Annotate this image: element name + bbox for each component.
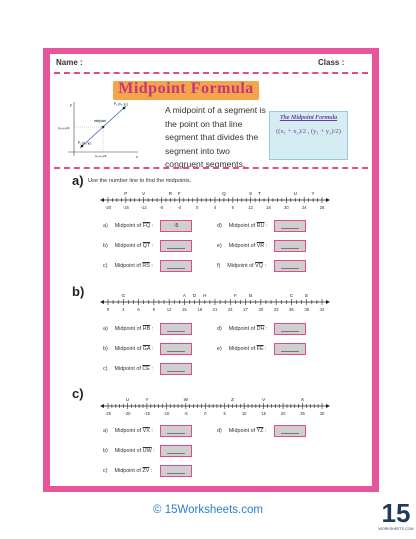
question-prefix: e) [217,346,222,352]
point-label-s: S [249,191,253,196]
tick-label: 10 [241,411,247,416]
point-label-u: U [125,397,130,402]
answer-box[interactable] [160,445,192,457]
tick-label: -15 [143,411,150,416]
answer-box[interactable] [160,260,192,272]
question-prefix: c) [103,263,108,269]
tick-label: 39 [304,307,310,312]
answer-line [281,228,299,229]
answer-line [281,351,299,352]
number-line-b [100,288,330,318]
question-b-1 [103,326,153,332]
point-label-r: R [168,191,173,196]
question-c-2 [103,448,155,454]
question-prefix: a) [103,428,108,434]
answer-line [167,331,185,332]
question-text: Midpoint of [228,223,257,229]
answer-line [167,268,185,269]
point-label-y: Y [311,191,315,196]
segment-name: $\overline{DH}$ [256,326,265,332]
answer-line [167,248,185,249]
segment-name: $\overline{FE}$ [256,346,264,352]
answer-box[interactable] [160,343,192,355]
colon: : [262,263,266,269]
point-label-v: V [262,397,266,402]
colon: : [151,448,155,454]
answer-line [281,433,299,434]
question-text: Midpoint of [114,326,143,332]
colon: : [263,346,267,352]
tick-label: 12 [166,307,172,312]
answer-value: -5 [173,223,179,229]
question-text: Midpoint of [114,448,143,454]
answer-line [167,473,185,474]
footer-copyright[interactable]: © 15Worksheets.com [153,504,263,516]
point-p2-label: P₂ (x₂, y₂) [114,102,128,106]
section-b-letter: b) [72,284,85,299]
colon: : [149,366,153,372]
point-label-a: A [182,293,186,298]
point-p1-label: P₁ (x₁, y₁) [78,141,92,145]
segment-name: $\overline{RS}$ [142,263,150,269]
tick-label: 9 [152,307,156,312]
header-divider [54,72,368,74]
point-label-z: Z [231,397,234,402]
question-text: Midpoint of [114,346,143,352]
segment-name: $\overline{QT}$ [142,243,151,249]
segment-name: $\overline{GA}$ [142,346,151,352]
point-label-v: V [142,191,146,196]
colon: : [263,428,267,434]
segment-name: $\overline{YZ}$ [256,428,264,434]
answer-line [281,268,299,269]
logo-number: 15 [381,498,411,528]
tick-label: 18 [197,307,203,312]
question-a-3 [103,263,153,269]
arrow-right-icon [326,300,330,304]
question-text: Midpoint of [114,428,143,434]
tick-label: -10 [163,411,170,416]
segment-name: $\overline{VX}$ [142,428,150,434]
colon: : [150,223,154,229]
tick-label: -16 [122,205,129,210]
segment-name: $\overline{FQ}$ [142,223,151,229]
tick-label: 15 [182,307,187,312]
question-c-1 [103,428,153,434]
segment-name: $\overline{CE}$ [142,366,150,372]
point-label-w: W [183,397,188,402]
segment-name: $\overline{UW}$ [142,448,152,454]
point-label-c: C [289,293,294,298]
question-prefix: b) [103,243,108,249]
question-prefix: f) [217,263,221,269]
question-prefix: c) [103,366,108,372]
question-prefix: d) [217,326,222,332]
question-text: Midpoint of [228,428,257,434]
answer-box[interactable] [160,323,192,335]
question-text: Midpoint of [227,263,256,269]
tick-label: 5 [223,411,226,416]
x-midpoint-label: (x₁+x₂)/2 [95,154,107,158]
question-text: Midpoint of [228,346,257,352]
colon: : [264,326,268,332]
midpoint-label: midpoint [94,119,107,123]
segment-name: $\overline{VQ}$ [255,263,263,269]
tick-label: 33 [273,307,279,312]
tick-label: 20 [283,205,289,210]
answer-box[interactable] [274,240,306,252]
arrow-left-icon [100,404,104,408]
tick-label: 20 [280,411,286,416]
arrow-left-icon [100,198,104,202]
answer-box[interactable] [274,343,306,355]
tick-label: -25 [104,411,112,416]
name-label: Name : [56,58,83,67]
midpoint-diagram [58,100,140,160]
colon: : [150,326,154,332]
tick-label: 30 [258,307,264,312]
tick-label: 36 [289,307,294,312]
tick-label: -8 [159,205,164,210]
answer-line [167,371,185,372]
answer-line [281,248,299,249]
question-a-6 [217,263,266,269]
question-text: Midpoint of [228,326,257,332]
question-text: Midpoint of [114,366,143,372]
answer-box[interactable] [274,425,306,437]
y-midpoint-label: (y₁+y₂)/2 [58,126,70,130]
number-line-c [100,392,330,422]
tick-label: -4 [177,205,182,210]
question-a-2 [103,243,153,249]
tick-label: 3 [122,307,125,312]
colon: : [149,428,153,434]
arrow-right-icon [326,404,330,408]
segment-name: $\overline{ZV}$ [142,468,150,474]
segment-name: $\overline{VR}$ [256,243,265,249]
point-label-g: G [121,293,126,298]
tick-label: 28 [319,205,325,210]
site-logo [378,496,414,532]
tick-label: 25 [300,411,305,416]
point-label-e: E [305,293,309,298]
answer-line [167,453,185,454]
question-text: Midpoint of [114,223,143,229]
point-label-f: F [233,293,237,298]
point-label-q: Q [222,191,226,196]
answer-box[interactable] [274,323,306,335]
y-axis-label: y [70,103,72,107]
tick-label: 12 [248,205,254,210]
point-label-b: B [249,293,253,298]
tick-label: 0 [195,205,199,210]
question-prefix: e) [217,243,222,249]
tick-label: -20 [104,205,112,210]
colon: : [149,468,153,474]
page-title: Midpoint Formula [118,80,254,97]
formula-title: The Midpoint Formula [279,115,338,121]
answer-box[interactable] [274,260,306,272]
formula-expression: ((x₁ + x₂)/2 , (y₁ + y₂)/2) [276,128,341,135]
x-axis-label: x [136,155,138,159]
tick-label: 16 [266,205,271,210]
section-divider [54,167,368,169]
point-label-t: T [258,191,261,196]
colon: : [150,243,154,249]
point-label-x: X [301,397,305,402]
question-c-3 [103,468,152,474]
section-a-instructions: Use the number line to find the midpoints. [88,178,192,184]
question-text: Midpoint of [228,243,257,249]
question-text: Midpoint of [114,243,143,249]
point-label-p: P [124,191,128,196]
colon: : [264,243,268,249]
tick-label: 0 [106,307,110,312]
tick-label: 15 [261,411,266,416]
point-label-d: D [192,293,197,298]
question-text: Midpoint of [114,468,143,474]
answer-box[interactable] [160,465,192,477]
section-a-letter: a) [72,173,84,188]
answer-line [167,433,185,434]
tick-label: -12 [140,205,147,210]
arrow-right-icon [326,198,330,202]
answer-box[interactable] [160,363,192,375]
tick-label: 0 [204,411,207,416]
question-text: Midpoint of [114,263,143,269]
question-prefix: b) [103,448,108,454]
tick-label: 4 [213,205,217,210]
point-label-y: Y [145,397,149,402]
answer-box[interactable] [160,425,192,437]
point-label-f: F [177,191,181,196]
definition-text: A midpoint of a segment is the point on that line segment that divides the segment into two congruent segments. [165,105,266,169]
question-b-5 [217,346,267,352]
tick-label: 24 [301,205,307,210]
question-c-4 [217,428,266,434]
question-prefix: b) [103,346,108,352]
question-prefix: a) [103,223,108,229]
number-line-a [100,186,330,216]
answer-box[interactable] [160,240,192,252]
question-b-2 [103,346,153,352]
class-label: Class : [318,58,345,67]
question-prefix: a) [103,326,108,332]
arrow-left-icon [100,300,104,304]
question-a-4 [217,223,267,229]
question-b-3 [103,366,153,372]
segment-name: $\overline{RU}$ [256,223,265,229]
tick-label: -20 [124,411,131,416]
tick-label: 42 [319,307,325,312]
tick-label: 6 [137,307,140,312]
colon: : [149,263,153,269]
colon: : [150,346,154,352]
answer-line [281,331,299,332]
point-label-u: U [293,191,297,196]
tick-label: 21 [212,307,218,312]
tick-label: 8 [231,205,235,210]
tick-label: 27 [243,307,248,312]
point-label-h: H [203,293,207,298]
question-prefix: d) [217,428,222,434]
logo-text: WORKSHEETS.COM [378,527,414,531]
answer-line [167,351,185,352]
question-b-4 [217,326,267,332]
question-a-1 [103,223,153,229]
tick-label: -5 [183,411,188,416]
answer-box[interactable] [160,220,192,232]
question-a-5 [217,243,267,249]
segment-name: $\overline{HB}$ [142,326,151,332]
question-prefix: c) [103,468,108,474]
tick-label: 30 [319,411,325,416]
colon: : [264,223,268,229]
question-prefix: d) [217,223,222,229]
answer-box[interactable] [274,220,306,232]
tick-label: 24 [227,307,233,312]
section-c-letter: c) [72,386,84,401]
